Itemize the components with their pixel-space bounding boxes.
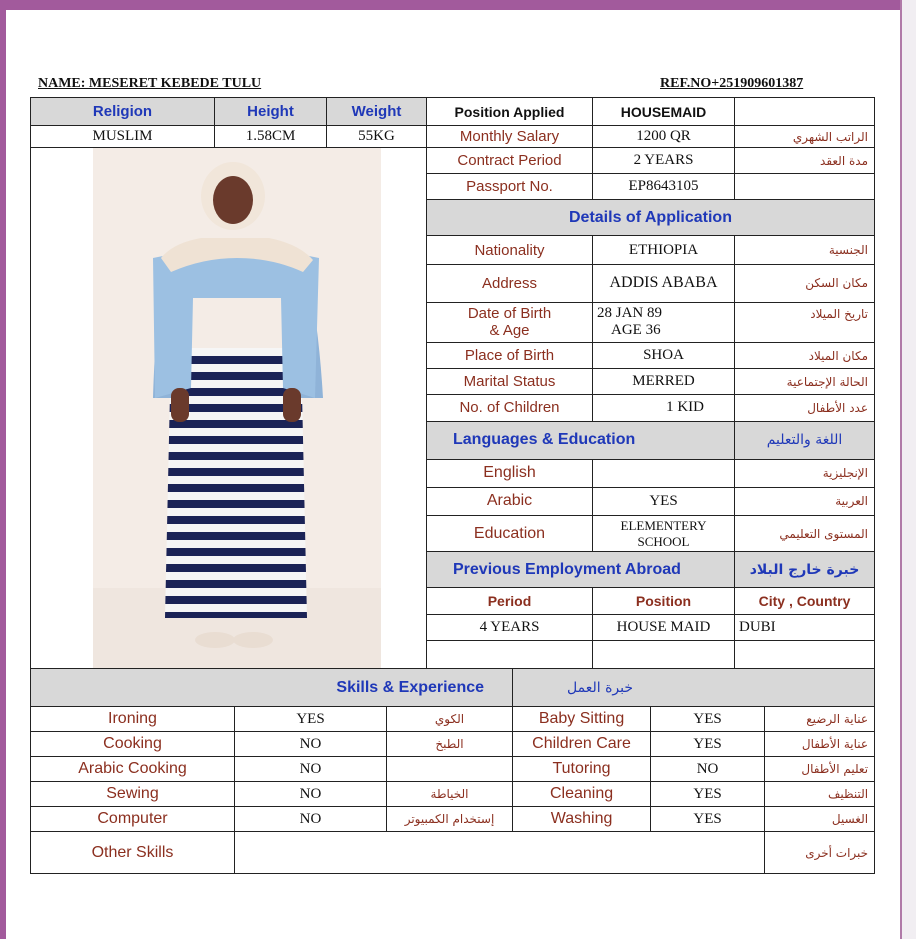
children-label: No. of Children — [427, 395, 593, 421]
right-scrollbar[interactable] — [900, 0, 916, 939]
weight-value: 55KG — [327, 126, 427, 148]
english-value — [593, 459, 735, 487]
skill-sewing-value: NO — [235, 782, 387, 807]
skill-computer-label: Computer — [31, 807, 235, 832]
basic-values-row — [31, 126, 875, 148]
skill-arabic-cooking-label: Arabic Cooking — [31, 757, 235, 782]
skill-row-computer — [31, 807, 875, 832]
nationality-value: ETHIOPIA — [593, 236, 735, 264]
employment-empty-cell-2 — [593, 640, 735, 668]
skill-row-arabic-cooking — [31, 757, 875, 782]
header-row — [31, 98, 875, 126]
employment-empty-cell-1 — [427, 640, 593, 668]
top-border — [0, 0, 916, 10]
skill-baby-sitting-label: Baby Sitting — [513, 707, 651, 732]
place-of-birth-value: SHOA — [593, 343, 735, 369]
position-applied-label: Position Applied — [427, 98, 593, 126]
candidate-name: NAME: MESERET KEBEDE TULU — [38, 76, 262, 91]
marital-status-label-ar: الحالة الإجتماعية — [735, 369, 875, 395]
contract-period-label-ar: مدة العقد — [735, 148, 875, 174]
skill-sewing-label: Sewing — [31, 782, 235, 807]
skill-children-care-label: Children Care — [513, 732, 651, 757]
contract-period-row — [31, 148, 875, 174]
dob-date: 28 JAN 89 — [597, 305, 663, 322]
skill-row-cooking — [31, 732, 875, 757]
skill-computer-value: NO — [235, 807, 387, 832]
dob-label — [427, 302, 593, 342]
skill-arabic-cooking-label-ar — [387, 757, 513, 782]
passport-empty-cell — [735, 174, 875, 200]
dob-label-line1: Date of Birth — [467, 305, 552, 323]
arabic-value: YES — [593, 487, 735, 515]
other-skills-row — [31, 832, 875, 874]
salary-label: Monthly Salary — [427, 126, 593, 148]
education-label-ar: المستوى التعليمي — [735, 516, 875, 552]
skill-tutoring-value: NO — [651, 757, 765, 782]
employment-period-value: 4 YEARS — [427, 614, 593, 640]
salary-label-ar: الراتب الشهري — [735, 126, 875, 148]
skill-cleaning-value: YES — [651, 782, 765, 807]
weight-header: Weight — [327, 98, 427, 126]
place-of-birth-label: Place of Birth — [427, 343, 593, 369]
education-value-line1: ELEMENTERY — [620, 517, 707, 533]
skill-children-care-label-ar: عناية الأطفال — [765, 732, 875, 757]
skill-cooking-value: NO — [235, 732, 387, 757]
skills-title: Skills & Experience — [31, 669, 513, 707]
contract-period-label: Contract Period — [427, 148, 593, 174]
employment-city-value: DUBI — [735, 614, 875, 640]
skill-ironing-label: Ironing — [31, 707, 235, 732]
children-value: 1 KID — [593, 395, 735, 421]
arabic-label-ar: العربية — [735, 487, 875, 515]
skill-arabic-cooking-value: NO — [235, 757, 387, 782]
address-label-ar: مكان السكن — [735, 264, 875, 302]
skill-washing-label: Washing — [513, 807, 651, 832]
education-label: Education — [427, 516, 593, 552]
other-skills-label-ar: خبرات أخرى — [765, 832, 875, 874]
marital-status-label: Marital Status — [427, 369, 593, 395]
education-value-line2: SCHOOL — [637, 533, 690, 549]
english-label: English — [427, 459, 593, 487]
skills-header-row — [31, 669, 875, 707]
arabic-label: Arabic — [427, 487, 593, 515]
nationality-label-ar: الجنسية — [735, 236, 875, 264]
languages-title-ar: اللغة والتعليم — [735, 421, 875, 459]
skills-title-ar: خبرة العمل — [513, 669, 875, 707]
skills-table — [30, 668, 875, 874]
employment-position-value: HOUSE MAID — [593, 614, 735, 640]
skill-computer-label-ar: إستخدام الكمبيوتر — [387, 807, 513, 832]
main-info-table — [30, 97, 875, 669]
address-label: Address — [427, 264, 593, 302]
religion-value: MUSLIM — [31, 126, 215, 148]
other-skills-value — [235, 832, 765, 874]
passport-value: EP8643105 — [593, 174, 735, 200]
photo-cell — [31, 148, 427, 669]
skill-cleaning-label-ar: التنظيف — [765, 782, 875, 807]
employment-col-period: Period — [427, 588, 593, 614]
height-value: 1.58CM — [215, 126, 327, 148]
dob-age: AGE 36 — [611, 322, 661, 339]
place-of-birth-label-ar: مكان الميلاد — [735, 343, 875, 369]
skill-row-ironing — [31, 707, 875, 732]
english-label-ar: الإنجليزية — [735, 459, 875, 487]
nationality-label: Nationality — [427, 236, 593, 264]
reference-number: REF.NO+251909601387 — [660, 76, 804, 91]
skill-washing-label-ar: الغسيل — [765, 807, 875, 832]
cv-page — [6, 10, 900, 939]
details-title: Details of Application — [427, 200, 875, 236]
dob-label-line2: & Age — [489, 322, 530, 340]
skill-baby-sitting-value: YES — [651, 707, 765, 732]
employment-empty-cell-3 — [735, 640, 875, 668]
employment-col-position: Position — [593, 588, 735, 614]
skill-cooking-label: Cooking — [31, 732, 235, 757]
position-empty-cell — [735, 98, 875, 126]
skill-cooking-label-ar: الطبخ — [387, 732, 513, 757]
skill-tutoring-label: Tutoring — [513, 757, 651, 782]
skill-children-care-value: YES — [651, 732, 765, 757]
children-label-ar: عدد الأطفال — [735, 395, 875, 421]
skill-row-sewing — [31, 782, 875, 807]
position-applied-value: HOUSEMAID — [593, 98, 735, 126]
dob-label-ar: تاريخ الميلاد — [735, 302, 875, 342]
candidate-photo — [93, 148, 381, 668]
address-value: ADDIS ABABA — [593, 264, 735, 302]
contract-period-value: 2 YEARS — [593, 148, 735, 174]
skill-washing-value: YES — [651, 807, 765, 832]
marital-status-value: MERRED — [593, 369, 735, 395]
skill-ironing-value: YES — [235, 707, 387, 732]
skill-tutoring-label-ar: تعليم الأطفال — [765, 757, 875, 782]
candidate-photo-illustration — [93, 148, 381, 668]
employment-title: Previous Employment Abroad — [427, 552, 735, 588]
skill-sewing-label-ar: الخياطة — [387, 782, 513, 807]
skill-baby-sitting-label-ar: عناية الرضيع — [765, 707, 875, 732]
dob-value — [593, 302, 735, 342]
employment-title-ar: خبرة خارج البلاد — [735, 552, 875, 588]
languages-title: Languages & Education — [427, 421, 735, 459]
skill-cleaning-label: Cleaning — [513, 782, 651, 807]
education-value — [593, 516, 735, 552]
religion-header: Religion — [31, 98, 215, 126]
employment-col-city: City , Country — [735, 588, 875, 614]
skill-ironing-label-ar: الكوي — [387, 707, 513, 732]
other-skills-label: Other Skills — [31, 832, 235, 874]
salary-value: 1200 QR — [593, 126, 735, 148]
passport-label: Passport No. — [427, 174, 593, 200]
height-header: Height — [215, 98, 327, 126]
